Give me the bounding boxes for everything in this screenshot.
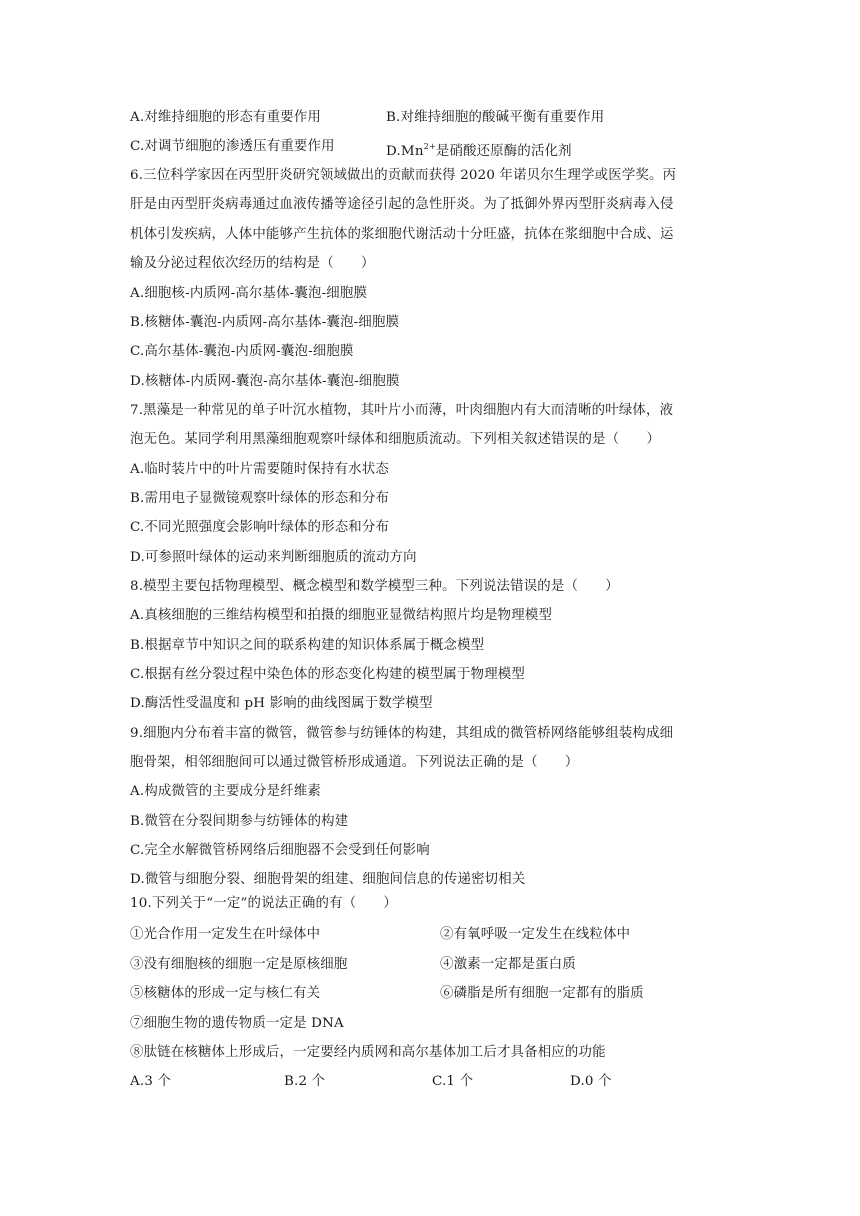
q8-stem: 8.模型主要包括物理模型、概念模型和数学模型三种。下列说法错误的是（ ） xyxy=(130,579,619,594)
q6-option-a: A.细胞核-内质网-高尔基体-囊泡-细胞膜 xyxy=(130,286,368,301)
q10-option-b: B.2 个 xyxy=(284,1074,326,1089)
q7-option-b: B.需用电子显微镜观察叶绿体的形态和分布 xyxy=(130,491,390,506)
q6-stem-line-1: 6.三位科学家因在丙型肝炎研究领域做出的贡献而获得 2020 年诺贝尔生理学或医学奖。丙 xyxy=(130,168,677,183)
q6-option-d: D.核糖体-内质网-囊泡-高尔基体-囊泡-细胞膜 xyxy=(130,374,400,389)
q5-option-b: B.对维持细胞的酸碱平衡有重要作用 xyxy=(386,110,605,125)
q10-statement-5: ⑤核糖体的形成一定与核仁有关 xyxy=(130,986,321,1001)
q7-option-d: D.可参照叶绿体的运动来判断细胞质的流动方向 xyxy=(130,550,417,565)
q9-option-c: C.完全水解微管桥网络后细胞器不会受到任何影响 xyxy=(130,843,430,858)
q5-option-d xyxy=(386,137,572,162)
q9-stem-line-1: 9.细胞内分布着丰富的微管，微管参与纺锤体的构建，其组成的微管桥网络能够组装构成细 xyxy=(130,726,674,741)
q10-statement-4: ④激素一定都是蛋白质 xyxy=(440,957,576,972)
q10-statement-8: ⑧肽链在核糖体上形成后，一定要经内质网和高尔基体加工后才具备相应的功能 xyxy=(130,1045,606,1060)
q7-stem-line-2: 泡无色。某同学利用黑藻细胞观察叶绿体和细胞质流动。下列相关叙述错误的是（ ） xyxy=(130,432,661,447)
q10-statement-2: ②有氧呼吸一定发生在线粒体中 xyxy=(440,927,631,942)
q5-option-d-superscript: 2+ xyxy=(423,142,436,151)
q8-option-b: B.根据章节中知识之间的联系构建的知识体系属于概念模型 xyxy=(130,638,485,653)
q8-option-d: D.酶活性受温度和 pH 影响的曲线图属于数学模型 xyxy=(130,696,433,711)
q7-option-a: A.临时装片中的叶片需要随时保持有水状态 xyxy=(130,462,389,477)
q6-stem-line-4: 输及分泌过程依次经历的结构是（ ） xyxy=(130,256,375,271)
q10-option-a: A.3 个 xyxy=(130,1074,172,1089)
q9-option-a: A.构成微管的主要成分是纤维素 xyxy=(130,784,322,799)
q9-stem-line-2: 胞骨架，相邻细胞间可以通过微管桥形成通道。下列说法正确的是（ ） xyxy=(130,755,579,770)
q9-option-b: B.微管在分裂间期参与纺锤体的构建 xyxy=(130,814,349,829)
q5-option-a: A.对维持细胞的形态有重要作用 xyxy=(130,110,322,125)
q10-statement-3: ③没有细胞核的细胞一定是原核细胞 xyxy=(130,957,348,972)
q7-stem-line-1: 7.黑藻是一种常见的单子叶沉水植物，其叶片小而薄，叶肉细胞内有大而清晰的叶绿体，液 xyxy=(130,403,674,418)
q6-option-b: B.核糖体-囊泡-内质网-高尔基体-囊泡-细胞膜 xyxy=(130,315,400,330)
q10-option-c: C.1 个 xyxy=(432,1074,474,1089)
q5-option-d-prefix: D.Mn xyxy=(386,144,424,159)
q5-option-d-suffix: 是硝酸还原酶的活化剂 xyxy=(435,144,572,159)
q6-option-c: C.高尔基体-囊泡-内质网-囊泡-细胞膜 xyxy=(130,344,354,359)
q9-option-d: D.微管与细胞分裂、细胞骨架的组建、细胞间信息的传递密切相关 xyxy=(130,872,526,887)
q10-statement-7: ⑦细胞生物的遗传物质一定是 DNA xyxy=(130,1016,344,1031)
q7-option-c: C.不同光照强度会影响叶绿体的形态和分布 xyxy=(130,520,390,535)
q10-statement-1: ①光合作用一定发生在叶绿体中 xyxy=(130,927,321,942)
q10-statement-6: ⑥磷脂是所有细胞一定都有的脂质 xyxy=(440,986,644,1001)
q10-stem: 10.下列关于“一定”的说法正确的有（ ） xyxy=(130,896,398,911)
q5-option-c: C.对调节细胞的渗透压有重要作用 xyxy=(130,139,335,154)
q6-stem-line-3: 机体引发疾病，人体中能够产生抗体的浆细胞代谢活动十分旺盛，抗体在浆细胞中合成、运 xyxy=(130,227,674,242)
q8-option-a: A.真核细胞的三维结构模型和拍摄的细胞亚显微结构照片均是物理模型 xyxy=(130,608,553,623)
q10-option-d: D.0 个 xyxy=(570,1074,612,1089)
q8-option-c: C.根据有丝分裂过程中染色体的形态变化构建的模型属于物理模型 xyxy=(130,667,525,682)
q6-stem-line-2: 肝是由丙型肝炎病毒通过血液传播等途径引起的急性肝炎。为了抵御外界丙型肝炎病毒入侵 xyxy=(130,197,674,212)
